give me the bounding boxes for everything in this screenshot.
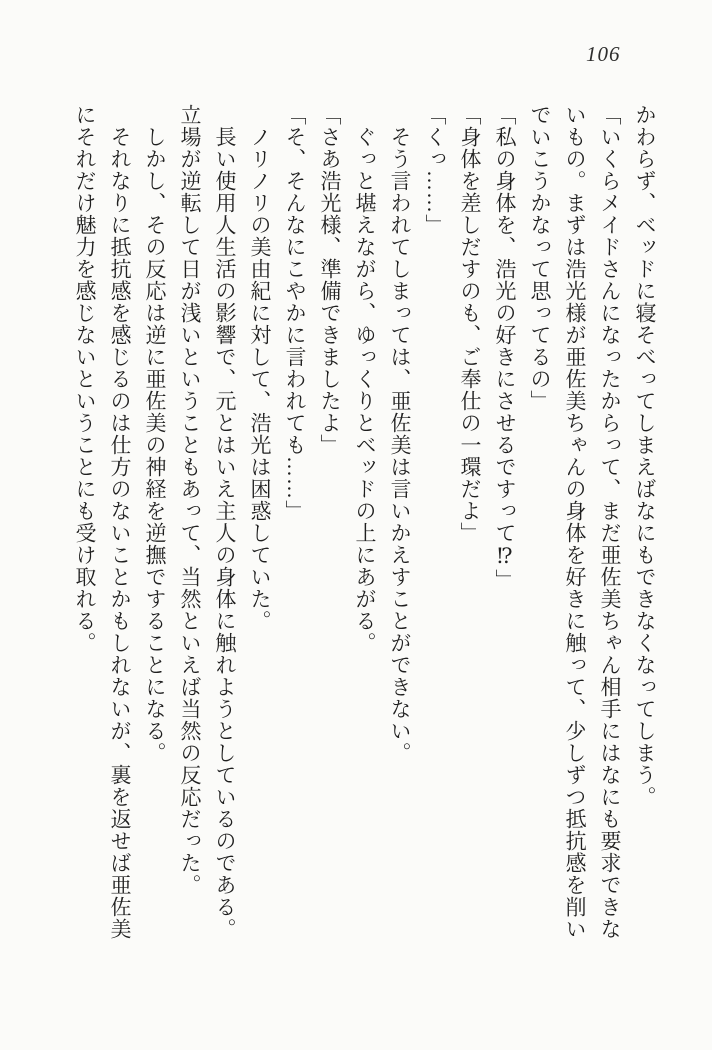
text-column: そう言われてしまっては、亜佐美は言いかえすことができない。 bbox=[388, 126, 412, 764]
text-column: 「くっ……」 bbox=[423, 104, 447, 236]
text-columns bbox=[64, 104, 662, 956]
text-column: 立場が逆転して日が浅いということもあって、当然といえば当然の反応だった。 bbox=[178, 104, 202, 896]
text-column: いもの。まずは浩光様が亜佐美ちゃんの身体を好きに触って、少しずつ抵抗感を削い bbox=[563, 104, 587, 940]
text-column: でいこうかなって思ってるの」 bbox=[528, 104, 552, 412]
text-column: それなりに抵抗感を感じるのは仕方のないことかもしれないが、裏を返せば亜佐美 bbox=[108, 126, 132, 940]
text-column: 「そ、そんなにこやかに言われても……」 bbox=[283, 104, 307, 522]
text-column: かわらず、ベッドに寝そべってしまえばなにもできなくなってしまう。 bbox=[633, 104, 657, 808]
text-column: 「身体を差しだすのも、ご奉仕の一環だよ」 bbox=[458, 104, 482, 544]
page-number: 106 bbox=[586, 42, 621, 66]
text-column: にそれだけ魅力を感じないということにも受け取れる。 bbox=[73, 104, 97, 654]
text-column: 「いくらメイドさんになったからって、まだ亜佐美ちゃん相手にはなにも要求できな bbox=[598, 104, 622, 940]
text-column: しかし、その反応は逆に亜佐美の神経を逆撫ですることになる。 bbox=[143, 126, 167, 764]
text-column: ノリノリの美由紀に対して、浩光は困惑していた。 bbox=[248, 126, 272, 632]
text-column: 「さあ浩光様、準備できましたよ」 bbox=[318, 104, 342, 456]
text-column: 「私の身体を、浩光の好きにさせるですって⁉」 bbox=[493, 104, 517, 591]
text-column: 長い使用人生活の影響で、元とはいえ主人の身体に触れようとしているのである。 bbox=[213, 126, 237, 940]
text-column: ぐっと堪えながら、ゆっくりとベッドの上にあがる。 bbox=[353, 126, 377, 654]
